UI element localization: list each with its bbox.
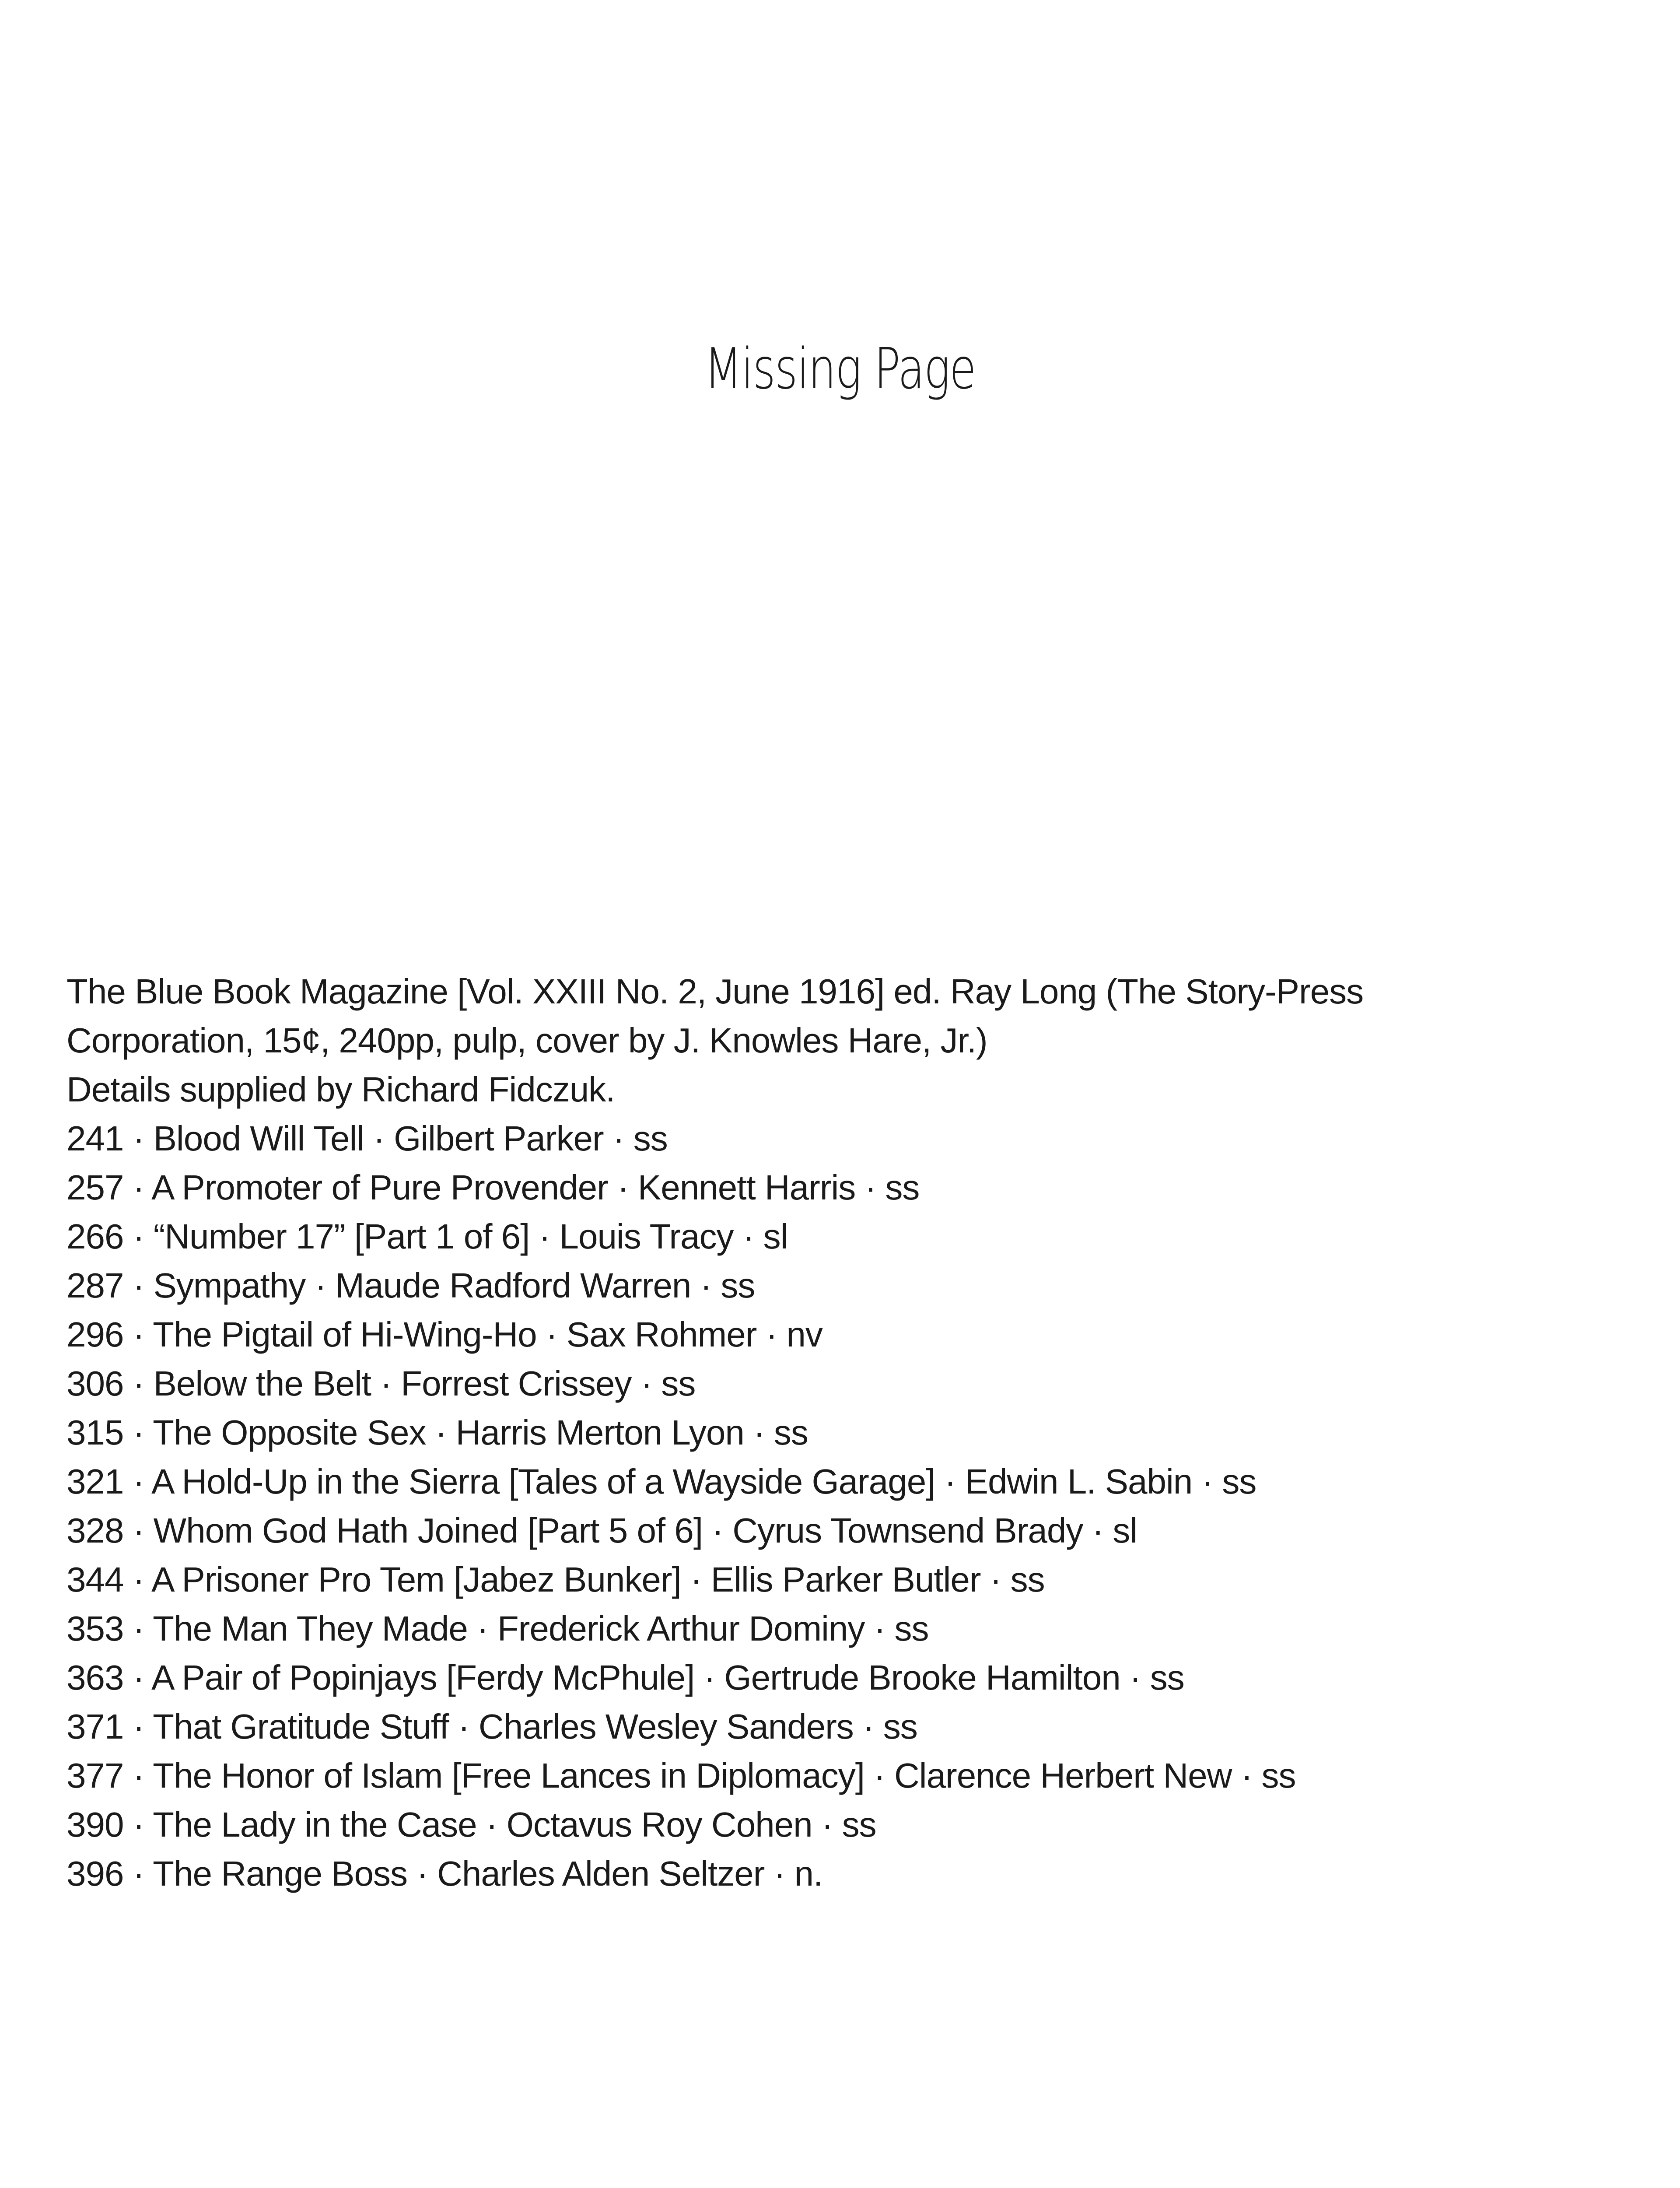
contents-item: 353 · The Man They Made · Frederick Arthur Dominy · ss [66,1609,929,1648]
contents-item: 363 · A Pair of Popinjays [Ferdy McPhule] · Gertrude Brooke Hamilton · ss [66,1658,1184,1697]
page-title: Missing Page [704,337,976,402]
publication-line-1: The Blue Book Magazine [Vol. XXIII No. 2, June 1916] ed. Ray Long (The Story-Press [66,972,1364,1011]
contents-item: 266 · “Number 17” [Part 1 of 6] · Louis Tracy · sl [66,1217,788,1256]
publication-info [66,967,1598,1898]
contents-item: 390 · The Lady in the Case · Octavus Roy Cohen · ss [66,1805,876,1844]
contents-item: 344 · A Prisoner Pro Tem [Jabez Bunker] · Ellis Parker Butler · ss [66,1560,1045,1599]
contents-item: 321 · A Hold-Up in the Sierra [Tales of a Wayside Garage] · Edwin L. Sabin · ss [66,1462,1256,1501]
contents-item: 371 · That Gratitude Stuff · Charles Wesley Sanders · ss [66,1707,917,1746]
contents-item: 396 · The Range Boss · Charles Alden Seltzer · n. [66,1854,823,1893]
contents-item: 287 · Sympathy · Maude Radford Warren · ss [66,1266,755,1305]
contents-item: 377 · The Honor of Islam [Free Lances in Diplomacy] · Clarence Herbert New · ss [66,1756,1296,1795]
contents-item: 306 · Below the Belt · Forrest Crissey · ss [66,1364,696,1403]
credit-line: Details supplied by Richard Fidczuk. [66,1070,615,1109]
contents-item: 315 · The Opposite Sex · Harris Merton Lyon · ss [66,1413,808,1452]
contents-item: 328 · Whom God Hath Joined [Part 5 of 6] · Cyrus Townsend Brady · sl [66,1511,1138,1550]
publication-line-2: Corporation, 15¢, 240pp, pulp, cover by J. Knowles Hare, Jr.) [66,1021,987,1060]
contents-item: 257 · A Promoter of Pure Provender · Kennett Harris · ss [66,1168,920,1207]
contents-item: 241 · Blood Will Tell · Gilbert Parker · ss [66,1119,668,1158]
contents-list [66,1114,1598,1898]
contents-item: 296 · The Pigtail of Hi-Wing-Ho · Sax Rohmer · nv [66,1315,822,1354]
